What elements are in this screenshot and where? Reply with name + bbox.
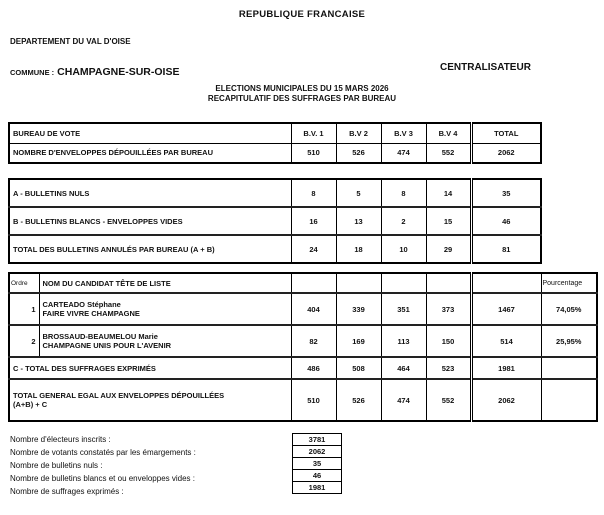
general-bv1: 510	[291, 379, 336, 421]
exprimes-pourcentage	[541, 357, 597, 379]
candidate-2-bv1: 82	[291, 325, 336, 357]
candidate-row-1	[9, 293, 597, 325]
general-bv3: 474	[381, 379, 426, 421]
envelopes-bv2: 526	[336, 143, 381, 163]
election-subtitle: RECAPITULATIF DES SUFFRAGES PAR BUREAU	[207, 94, 397, 103]
empty-header-bv3	[381, 273, 426, 293]
col-header-total: TOTAL	[471, 123, 541, 143]
total-general-label-line1: TOTAL GENERAL EGAL AUX ENVELOPPES DÉPOUILLÉES	[13, 391, 225, 400]
general-pourcentage	[541, 379, 597, 421]
candidate-1-pourcentage: 74,05%	[541, 293, 597, 325]
summary-value-votants: 2062	[292, 445, 342, 458]
candidate-2-pourcentage: 25,95%	[541, 325, 597, 357]
bulletins-annules-label: TOTAL DES BULLETINS ANNULÉS PAR BUREAU (A + B)	[9, 235, 291, 263]
candidate-2-bv4: 150	[426, 325, 471, 357]
summary-label-inscrits: Nombre d'électeurs inscrits :	[10, 435, 111, 444]
nuls-bv4: 14	[426, 179, 471, 207]
exprimes-bv4: 523	[426, 357, 471, 379]
candidates-table	[8, 272, 598, 422]
summary-value-exprimes: 1981	[292, 481, 342, 494]
commune-name: CHAMPAGNE-SUR-OISE	[57, 66, 180, 78]
election-title: ELECTIONS MUNICIPALES DU 15 MARS 2026	[215, 84, 389, 93]
summary-label-exprimes: Nombre de suffrages exprimés :	[10, 487, 124, 496]
annules-bv2: 18	[336, 235, 381, 263]
envelopes-bv1: 510	[291, 143, 336, 163]
envelopes-bv4: 552	[426, 143, 471, 163]
total-general-row	[9, 379, 597, 421]
bureaux-table	[8, 122, 542, 164]
bulletins-nuls-label: A - BULLETINS NULS	[9, 179, 291, 207]
candidate-2-name: BROSSAUD-BEAUMELOU Marie	[42, 332, 158, 341]
candidate-1-bv1: 404	[291, 293, 336, 325]
envelopes-row	[9, 143, 541, 163]
candidates-header-row	[9, 273, 597, 293]
republic-title: REPUBLIQUE FRANCAISE	[238, 9, 366, 20]
blancs-bv1: 16	[291, 207, 336, 235]
annules-total: 81	[471, 235, 541, 263]
candidate-2-list: CHAMPAGNE UNIS POUR L'AVENIR	[42, 341, 172, 350]
col-header-bv3: B.V 3	[381, 123, 426, 143]
candidate-2-bv3: 113	[381, 325, 426, 357]
bulletins-blancs-label: B - BULLETINS BLANCS - ENVELOPPES VIDES	[9, 207, 291, 235]
col-header-bv4: B.V 4	[426, 123, 471, 143]
exprimes-bv3: 464	[381, 357, 426, 379]
empty-header-bv4	[426, 273, 471, 293]
candidate-2-bv2: 169	[336, 325, 381, 357]
total-general-label-line2: (A+B) + C	[13, 400, 48, 409]
bulletins-nuls-row	[9, 179, 541, 207]
commune-row	[10, 62, 594, 76]
empty-header-bv1	[291, 273, 336, 293]
candidate-2-total: 514	[471, 325, 541, 357]
exprimes-bv2: 508	[336, 357, 381, 379]
annules-bv1: 24	[291, 235, 336, 263]
empty-header-bv2	[336, 273, 381, 293]
candidate-1-name-cell	[39, 293, 291, 325]
nuls-bv3: 8	[381, 179, 426, 207]
total-general-label-cell	[9, 379, 291, 421]
centralisateur-label: CENTRALISATEUR	[440, 62, 531, 73]
nuls-bv2: 5	[336, 179, 381, 207]
ordre-header: Ordre	[9, 273, 39, 293]
envelopes-bv3: 474	[381, 143, 426, 163]
bulletins-annules-row	[9, 235, 541, 263]
candidate-1-list: FAIRE VIVRE CHAMPAGNE	[42, 309, 140, 318]
bulletins-table	[8, 178, 542, 264]
candidate-1-ordre: 1	[9, 293, 39, 325]
annules-bv4: 29	[426, 235, 471, 263]
candidate-1-bv2: 339	[336, 293, 381, 325]
nuls-bv1: 8	[291, 179, 336, 207]
summary-label-nuls: Nombre de bulletins nuls :	[10, 461, 103, 470]
bureaux-header-label: BUREAU DE VOTE	[9, 123, 291, 143]
bureaux-header-row	[9, 123, 541, 143]
total-exprimes-row	[9, 357, 597, 379]
col-header-bv1: B.V. 1	[291, 123, 336, 143]
candidate-1-bv3: 351	[381, 293, 426, 325]
general-total: 2062	[471, 379, 541, 421]
summary-value-nuls: 35	[292, 457, 342, 470]
candidate-name-header: NOM DU CANDIDAT TÊTE DE LISTE	[39, 273, 291, 293]
candidate-1-total: 1467	[471, 293, 541, 325]
summary-value-blancs: 46	[292, 469, 342, 482]
blancs-bv4: 15	[426, 207, 471, 235]
candidate-1-name: CARTEADO Stéphane	[42, 300, 121, 309]
general-bv2: 526	[336, 379, 381, 421]
annules-bv3: 10	[381, 235, 426, 263]
commune-label: COMMUNE :	[10, 68, 55, 77]
blancs-bv2: 13	[336, 207, 381, 235]
pourcentage-header: Pourcentage	[541, 273, 597, 293]
summary-label-blancs: Nombre de bulletins blancs et ou enveloppes vides :	[10, 474, 195, 483]
candidate-2-name-cell	[39, 325, 291, 357]
col-header-bv2: B.V 2	[336, 123, 381, 143]
exprimes-bv1: 486	[291, 357, 336, 379]
envelopes-label: NOMBRE D'ENVELOPPES DÉPOUILLÉES PAR BUREAU	[9, 143, 291, 163]
empty-header-total	[471, 273, 541, 293]
general-bv4: 552	[426, 379, 471, 421]
candidate-1-bv4: 373	[426, 293, 471, 325]
summary-value-inscrits: 3781	[292, 433, 342, 446]
total-exprimes-label: C - TOTAL DES SUFFRAGES EXPRIMÉS	[9, 357, 291, 379]
envelopes-total: 2062	[471, 143, 541, 163]
candidate-2-ordre: 2	[9, 325, 39, 357]
blancs-total: 46	[471, 207, 541, 235]
summary-label-votants: Nombre de votants constatés par les émargements :	[10, 448, 196, 457]
candidate-row-2	[9, 325, 597, 357]
bulletins-blancs-row	[9, 207, 541, 235]
blancs-bv3: 2	[381, 207, 426, 235]
department-line: DEPARTEMENT DU VAL D'OISE	[10, 37, 131, 46]
exprimes-total: 1981	[471, 357, 541, 379]
nuls-total: 35	[471, 179, 541, 207]
